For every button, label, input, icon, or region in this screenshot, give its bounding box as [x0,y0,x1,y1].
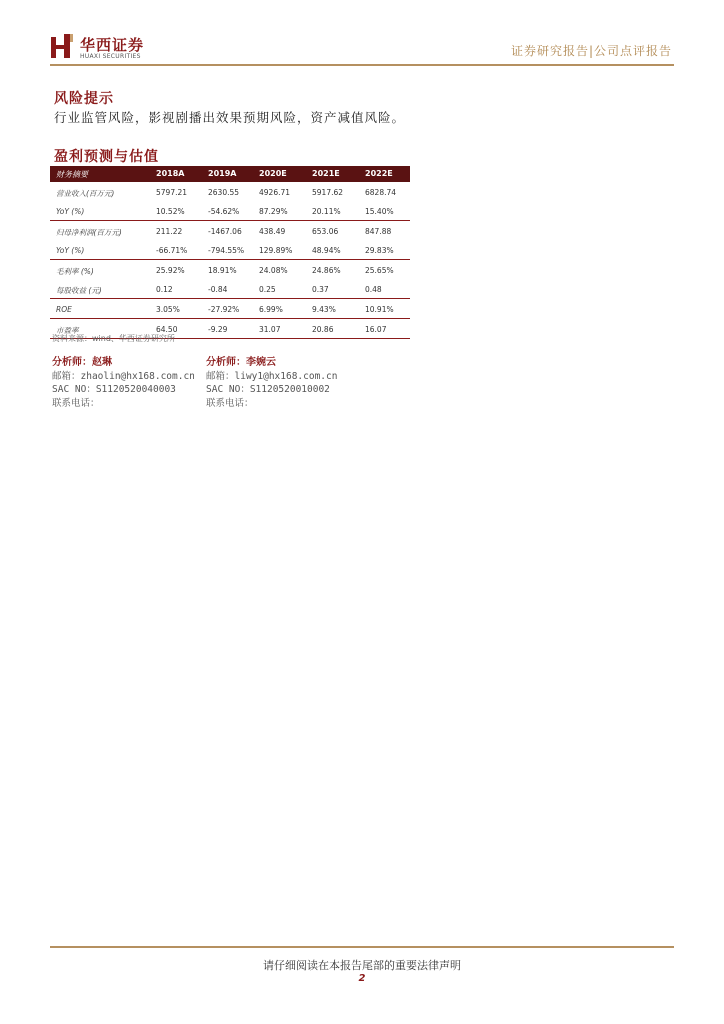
table-cell: 10.91% [365,305,394,314]
analyst-email[interactable]: 邮箱：zhaolin@hx168.com.cn [52,370,195,382]
table-row [50,240,410,259]
row-label: 毛利率 (%) [56,267,94,276]
analyst-phone: 联系电话： [206,397,254,409]
table-header-cell: 2022E [365,169,393,178]
risk-text: 行业监管风险，影视剧播出效果预期风险，资产减值风险。 [54,110,406,125]
analyst-block-1 [52,356,195,410]
table-cell: 6.99% [259,305,283,314]
row-label: ROE [56,305,72,314]
table-header-row [50,166,410,182]
page-header [0,0,724,70]
analyst-name: 分析师：李婉云 [206,357,276,368]
table-cell: 9.43% [312,305,336,314]
page-number: 2 [358,973,366,984]
table-header-cell: 2019A [208,169,237,178]
table-cell: 20.11% [312,207,341,216]
table-cell: -9.29 [208,325,228,334]
analyst-phone: 联系电话： [52,397,100,409]
table-cell: 24.86% [312,266,341,275]
row-label: 营业收入(百万元) [56,189,115,198]
table-cell: 6828.74 [365,188,397,197]
footer-divider [50,946,674,948]
table-cell: 211.22 [156,227,183,236]
table-cell: 0.12 [156,285,173,294]
table-row [50,259,410,279]
table-cell: 15.40% [365,207,394,216]
table-cell: -66.71% [156,246,188,255]
table-cell: -27.92% [208,305,240,314]
table-cell: 0.48 [365,285,382,294]
table-cell: 3.05% [156,305,180,314]
row-label: 市盈率 [56,326,79,335]
logo-english-name: HUAXI SECURITIES [80,53,141,60]
analyst-sac-number: SAC NO：S1120520010002 [206,384,330,395]
table-header-cell: 2018A [156,169,185,178]
table-row [50,201,410,220]
table-cell: 87.29% [259,207,288,216]
logo-chinese-name: 华西证券 [80,36,145,54]
analyst-name: 分析师：赵琳 [52,357,112,368]
table-header-cell: 2020E [259,169,287,178]
table-cell: 29.83% [365,246,394,255]
analyst-block-2 [206,356,337,410]
table-cell: 24.08% [259,266,288,275]
table-cell: 18.91% [208,266,237,275]
report-type-label: 证券研究报告|公司点评报告 [510,44,672,58]
analyst-sac-number: SAC NO：S1120520040003 [52,384,176,395]
analyst-email[interactable]: 邮箱：liwy1@hx168.com.cn [206,370,338,382]
table-source-note: 资料来源：wind、华西证券研究所 [52,334,175,343]
table-cell: 25.65% [365,266,394,275]
table-cell: 847.88 [365,227,392,236]
table-cell: 64.50 [156,325,178,334]
table-cell: 129.89% [259,246,293,255]
header-divider [50,64,674,66]
table-cell: 2630.55 [208,188,240,197]
table-cell: -1467.06 [208,227,242,236]
table-row [50,220,410,240]
row-label: 每股收益 (元) [56,286,102,295]
table-cell: 10.52% [156,207,185,216]
valuation-section-title: 盈利预测与估值 [54,149,159,165]
table-cell: 5917.62 [312,188,344,197]
financial-summary-table [50,166,410,339]
table-cell: 48.94% [312,246,341,255]
row-label: 归母净利润(百万元) [56,228,122,237]
table-cell: 25.92% [156,266,185,275]
table-cell: 653.06 [312,227,339,236]
table-cell: 0.25 [259,285,276,294]
table-cell: 5797.21 [156,188,188,197]
table-cell: 4926.71 [259,188,291,197]
table-cell: -794.55% [208,246,245,255]
table-header-cell: 2021E [312,169,340,178]
table-cell: 16.07 [365,325,387,334]
table-header-cell: 财务摘要 [56,170,88,179]
table-row [50,279,410,298]
table-cell: 0.37 [312,285,329,294]
huaxi-logo-icon [50,33,74,59]
row-label: YoY (%) [56,246,85,255]
row-label: YoY (%) [56,207,85,216]
table-row [50,182,410,201]
risk-section-title: 风险提示 [54,91,114,107]
table-cell: -0.84 [208,285,228,294]
table-cell: 438.49 [259,227,286,236]
legal-notice: 请仔细阅读在本报告尾部的重要法律声明 [263,959,461,972]
table-cell: 31.07 [259,325,281,334]
table-row [50,298,410,318]
table-cell: -54.62% [208,207,240,216]
table-cell: 20.86 [312,325,334,334]
